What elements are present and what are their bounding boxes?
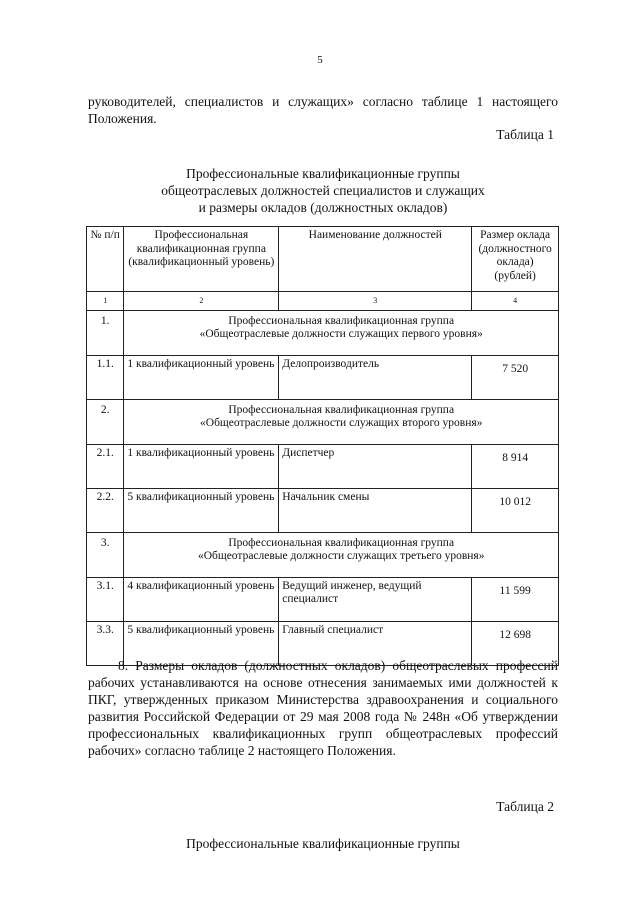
row-number: 2.2.	[87, 488, 124, 532]
table1-title-line: общеотраслевых должностей специалистов и служащих	[161, 183, 485, 198]
qualification-level: 4 квалификационный уровень	[124, 577, 279, 621]
group-title	[124, 399, 559, 444]
table-row	[87, 488, 559, 532]
qualification-level: 5 квалификационный уровень	[124, 621, 279, 665]
salary-table	[86, 226, 559, 666]
column-number-row	[87, 292, 559, 311]
group-title-line: Профессиональная квалификационная группа	[228, 536, 455, 549]
salary-amount: 7 520	[472, 355, 559, 399]
qualification-level: 1 квалификационный уровень	[124, 444, 279, 488]
salary-amount: 12 698	[472, 621, 559, 665]
intro-text: руководителей, специалистов и служащих» согласно таблице 1 настоящего Положения.	[88, 94, 558, 126]
row-number: 3.	[87, 532, 124, 577]
table-row	[87, 577, 559, 621]
header-salary: Размер оклада (должностного оклада) (рублей)	[472, 227, 559, 292]
header-position: Наименование должностей	[279, 227, 472, 292]
salary-amount: 11 599	[472, 577, 559, 621]
group-row	[87, 310, 559, 355]
group-title-line: «Общеотраслевые должности служащих третьего уровня»	[197, 550, 485, 562]
group-row	[87, 399, 559, 444]
group-title-line: «Общеотраслевые должности служащих первого уровня»	[199, 328, 483, 340]
table1-title-line: Профессиональные квалификационные группы	[186, 166, 460, 181]
group-title	[124, 532, 559, 577]
table-row	[87, 355, 559, 399]
page-number: 5	[317, 54, 323, 66]
group-row	[87, 532, 559, 577]
position-name: Делопроизводитель	[279, 355, 472, 399]
paragraph-8: 8. Размеры окладов (должностных окладов) общеотраслевых профессий рабочих устанавливаются на основе отнесения занимаемых ими должностей к ПКГ, утвержденных приказом Министерства здравоохранения и социального развития Российской Федерации от 29 мая 2008 года № 248н «Об утверждении профессиональных квалификационных групп общеотраслевых профессий рабочих» согласно таблице 2 настоящего Положения.	[88, 658, 558, 758]
column-number: 1	[87, 292, 124, 311]
table-header-row	[87, 227, 559, 292]
row-number: 3.3.	[87, 621, 124, 665]
group-title-line: Профессиональная квалификационная группа	[228, 403, 455, 416]
header-num: № п/п	[87, 227, 124, 292]
qualification-level: 1 квалификационный уровень	[124, 355, 279, 399]
table1-label: Таблица 1	[496, 127, 554, 142]
salary-amount: 10 012	[472, 488, 559, 532]
table1-title-line: и размеры окладов (должностных окладов)	[198, 200, 448, 215]
table2-label: Таблица 2	[496, 799, 554, 814]
column-number: 3	[279, 292, 472, 311]
row-number: 2.1.	[87, 444, 124, 488]
header-group: Профессиональная квалификационная группа (квалификационный уровень)	[124, 227, 279, 292]
qualification-level: 5 квалификационный уровень	[124, 488, 279, 532]
salary-amount: 8 914	[472, 444, 559, 488]
row-number: 1.1.	[87, 355, 124, 399]
position-name: Главный специалист	[279, 621, 472, 665]
column-number: 4	[472, 292, 559, 311]
position-name: Ведущий инженер, ведущий специалист	[279, 577, 472, 621]
group-title-line: «Общеотраслевые должности служащих второго уровня»	[200, 417, 483, 429]
position-name: Начальник смены	[279, 488, 472, 532]
table-row	[87, 444, 559, 488]
table1-title	[88, 165, 558, 216]
row-number: 2.	[87, 399, 124, 444]
row-number: 3.1.	[87, 577, 124, 621]
position-name: Диспетчер	[279, 444, 472, 488]
group-title-line: Профессиональная квалификационная группа	[228, 314, 455, 327]
table2-title: Профессиональные квалификационные группы	[186, 836, 460, 851]
row-number: 1.	[87, 310, 124, 355]
column-number: 2	[124, 292, 279, 311]
group-title	[124, 310, 559, 355]
